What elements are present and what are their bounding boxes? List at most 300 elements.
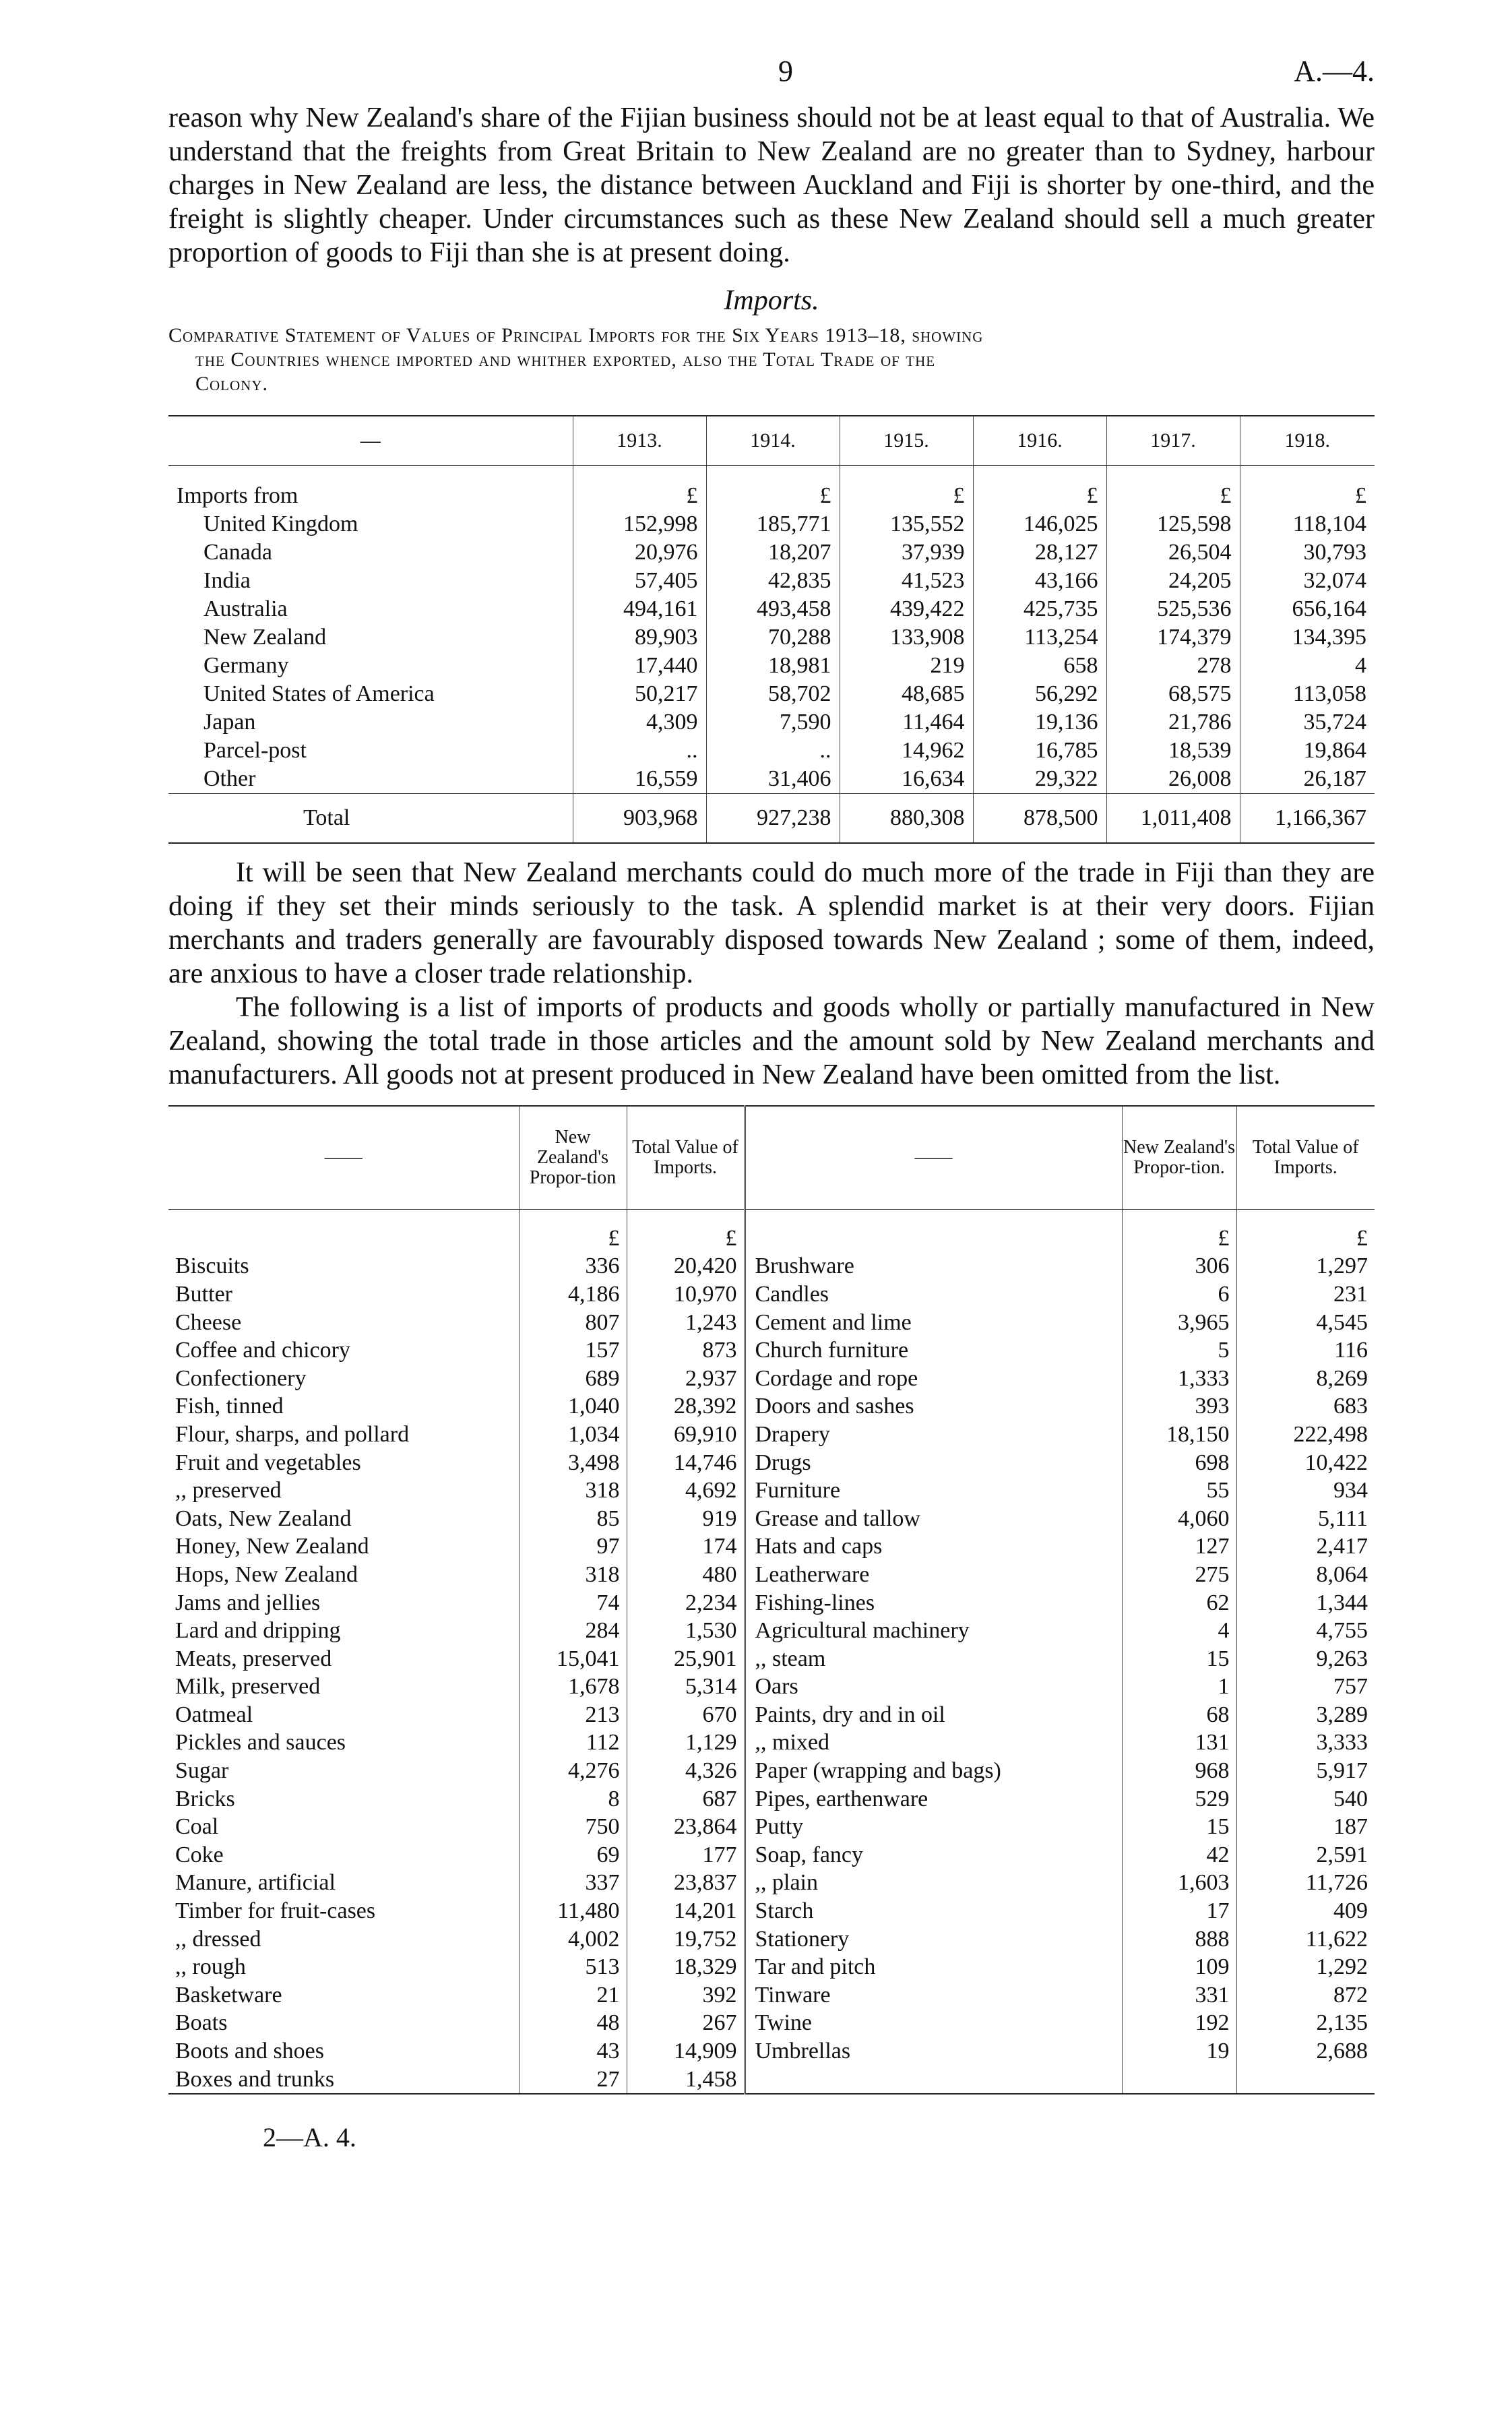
intro-paragraph: reason why New Zealand's share of the Fijian business should not be at least equal to that of Australia. We understand that the freights from Great Britain to New Zealand are no greater than to Sydney, harbour charges in New Zealand are less, the distance between Auckland and Fiji is shorter by one-third, and the freight is slightly cheaper. Under circumstances such as these New Zealand should sell a much greater proportion of goods to Fiji than she is at present doing.	[168, 102, 1375, 268]
import-value: 152,998	[573, 510, 706, 538]
import-value: 70,288	[706, 623, 840, 652]
product-label: Tinware	[745, 1981, 1122, 2010]
import-value: 14,962	[840, 737, 973, 765]
product-label: Putty	[745, 1813, 1122, 1841]
product-label: Oats, New Zealand	[175, 1506, 352, 1531]
product-label: Coal	[175, 1814, 219, 1840]
total-import-value: 14,201	[627, 1897, 745, 1925]
product-label: Coffee and chicory	[175, 1338, 350, 1363]
product-label: Stationery	[745, 1925, 1122, 1954]
table-row	[168, 538, 1375, 567]
import-value: 48,685	[840, 680, 973, 708]
import-value: 17,440	[573, 652, 706, 680]
total-import-value: 4,755	[1236, 1617, 1375, 1645]
table-row	[168, 680, 1375, 708]
total-import-value: 934	[1236, 1477, 1375, 1505]
country-label: Canada	[203, 540, 272, 565]
product-label: Doors and sashes	[745, 1393, 1122, 1421]
nz-proportion-value: 127	[1122, 1533, 1236, 1561]
total-import-value: 20,420	[627, 1253, 745, 1281]
nz-proportion-value: 1,603	[1122, 1869, 1236, 1898]
table-row	[168, 1477, 1375, 1505]
product-label: Twine	[745, 2010, 1122, 2038]
product-label: Pipes, earthenware	[745, 1785, 1122, 1813]
currency-row	[168, 1210, 1375, 1253]
nz-proportion-value	[1122, 2066, 1236, 2095]
nz-products-table	[168, 1105, 1375, 2095]
total-import-value: 480	[627, 1561, 745, 1589]
country-label: Australia	[203, 596, 288, 621]
imports-comparison-table	[168, 415, 1375, 844]
product-label: Umbrellas	[745, 2037, 1122, 2066]
product-label: Brushware	[745, 1253, 1122, 1281]
nz-proportion-value: 11,480	[519, 1897, 627, 1925]
product-label: Confectionery	[175, 1365, 307, 1391]
import-value: 50,217	[573, 680, 706, 708]
total-import-value: 4,692	[627, 1477, 745, 1505]
product-label: ,, mixed	[745, 1729, 1122, 1758]
import-value: 57,405	[573, 567, 706, 595]
import-value: 113,254	[973, 623, 1106, 652]
import-value: ..	[706, 737, 840, 765]
table-row	[168, 1393, 1375, 1421]
nz-proportion-value: 968	[1122, 1757, 1236, 1785]
table-row	[168, 1897, 1375, 1925]
total-import-value: 11,622	[1236, 1925, 1375, 1954]
nz-proportion-value: 55	[1122, 1477, 1236, 1505]
nz-proportion-value: 15	[1122, 1645, 1236, 1673]
nz-proportion-value: 513	[519, 1953, 627, 1981]
table-row	[168, 1365, 1375, 1393]
table-row	[168, 1953, 1375, 1981]
currency-symbol: £	[1122, 1210, 1236, 1253]
year-header: 1915.	[840, 416, 973, 466]
nz-proportion-value: 4,060	[1122, 1505, 1236, 1533]
product-label: Paper (wrapping and bags)	[745, 1757, 1122, 1785]
import-value: 425,735	[973, 595, 1106, 623]
nz-proportion-value: 689	[519, 1365, 627, 1393]
nz-proportion-value: 4	[1122, 1617, 1236, 1645]
total-import-value: 19,752	[627, 1925, 745, 1954]
import-value: 18,539	[1106, 737, 1240, 765]
nz-proportion-value: 85	[519, 1505, 627, 1533]
import-value: 16,559	[573, 765, 706, 794]
total-import-value: 4,545	[1236, 1309, 1375, 1337]
total-value: 878,500	[973, 794, 1106, 844]
year-header: 1918.	[1240, 416, 1375, 466]
table-row	[168, 1981, 1375, 2010]
nz-proportion-value: 4,276	[519, 1757, 627, 1785]
total-import-value: 392	[627, 1981, 745, 2010]
total-label: Total	[168, 794, 573, 844]
import-value: 656,164	[1240, 595, 1375, 623]
total-import-value: 1,243	[627, 1309, 745, 1337]
total-import-value: 25,901	[627, 1645, 745, 1673]
total-import-value: 5,111	[1236, 1505, 1375, 1533]
total-import-value: 1,458	[627, 2066, 745, 2095]
import-value: 185,771	[706, 510, 840, 538]
document-reference: A.—4.	[1294, 55, 1375, 88]
table-row	[168, 510, 1375, 538]
product-label: Soap, fancy	[745, 1841, 1122, 1869]
product-label: Fruit and vegetables	[175, 1450, 361, 1475]
table-row	[168, 2066, 1375, 2095]
product-label: Tar and pitch	[745, 1953, 1122, 1981]
table-row	[168, 1309, 1375, 1337]
nz-proportion-value: 807	[519, 1309, 627, 1337]
product-label: ,, plain	[745, 1869, 1122, 1898]
country-label: Other	[203, 766, 256, 791]
header-nz-proportion: New Zealand's Propor-tion.	[1122, 1106, 1236, 1210]
table-row	[168, 1813, 1375, 1841]
product-label: Pickles and sauces	[175, 1730, 346, 1756]
country-label: United Kingdom	[203, 511, 358, 536]
product-label: Hops, New Zealand	[175, 1561, 358, 1587]
table-row	[168, 567, 1375, 595]
total-value: 903,968	[573, 794, 706, 844]
header-nz-proportion: New Zealand's Propor-tion	[519, 1106, 627, 1210]
nz-proportion-value: 48	[519, 2010, 627, 2038]
table-row	[168, 1925, 1375, 1954]
total-import-value: 409	[1236, 1897, 1375, 1925]
blank-cell	[745, 1210, 1122, 1253]
total-import-value: 69,910	[627, 1421, 745, 1449]
imports-header-blank: —	[168, 416, 573, 466]
product-label: Starch	[745, 1897, 1122, 1925]
product-label: Honey, New Zealand	[175, 1534, 369, 1559]
product-label: Jams and jellies	[175, 1590, 321, 1615]
signature-mark: 2—A. 4.	[263, 2122, 356, 2153]
header-total-value: Total Value of Imports.	[627, 1106, 745, 1210]
page-header	[168, 54, 1375, 101]
import-value: 29,322	[973, 765, 1106, 794]
product-label: Paints, dry and in oil	[745, 1701, 1122, 1729]
total-import-value: 28,392	[627, 1393, 745, 1421]
product-label: Hats and caps	[745, 1533, 1122, 1561]
table-row	[168, 1421, 1375, 1449]
total-import-value: 670	[627, 1701, 745, 1729]
total-import-value: 2,234	[627, 1589, 745, 1617]
nz-proportion-value: 8	[519, 1785, 627, 1813]
total-import-value: 1,292	[1236, 1953, 1375, 1981]
import-value: 525,536	[1106, 595, 1240, 623]
import-value: 31,406	[706, 765, 840, 794]
total-import-value: 174	[627, 1533, 745, 1561]
nz-proportion-value: 43	[519, 2037, 627, 2066]
import-value: 42,835	[706, 567, 840, 595]
total-import-value: 23,837	[627, 1869, 745, 1898]
table-row	[168, 1505, 1375, 1533]
import-value: 26,187	[1240, 765, 1375, 794]
total-import-value: 9,263	[1236, 1645, 1375, 1673]
total-import-value: 3,333	[1236, 1729, 1375, 1758]
total-import-value: 267	[627, 2010, 745, 2038]
paragraph-trade-opportunity: It will be seen that New Zealand merchants could do much more of the trade in Fiji than they are doing if they set their minds seriously to the task. A splendid market is at their very doors. Fijian merchants and traders generally are favourably disposed towards New Zealand ; some of them, indeed, are anxious to have a closer trade relationship.	[168, 857, 1375, 989]
country-label: Parcel-post	[203, 738, 307, 763]
total-import-value: 919	[627, 1505, 745, 1533]
nz-proportion-value: 337	[519, 1869, 627, 1898]
total-import-value: 14,746	[627, 1449, 745, 1477]
import-value: 113,058	[1240, 680, 1375, 708]
total-import-value: 8,064	[1236, 1561, 1375, 1589]
product-label: Fishing-lines	[745, 1589, 1122, 1617]
nz-proportion-value: 331	[1122, 1981, 1236, 2010]
product-label: Manure, artificial	[175, 1870, 336, 1896]
total-import-value: 873	[627, 1336, 745, 1365]
total-import-value: 116	[1236, 1336, 1375, 1365]
table-row	[168, 1841, 1375, 1869]
currency-symbol: £	[840, 466, 973, 511]
nz-proportion-value: 15	[1122, 1813, 1236, 1841]
import-value: 278	[1106, 652, 1240, 680]
nz-proportion-value: 318	[519, 1561, 627, 1589]
total-import-value: 1,129	[627, 1729, 745, 1758]
product-label: Drapery	[745, 1421, 1122, 1449]
total-import-value: 687	[627, 1785, 745, 1813]
total-import-value: 10,422	[1236, 1449, 1375, 1477]
total-import-value: 2,688	[1236, 2037, 1375, 2066]
import-value: 35,724	[1240, 708, 1375, 737]
country-label: United States of America	[203, 681, 435, 706]
nz-proportion-value: 68	[1122, 1701, 1236, 1729]
import-value: 134,395	[1240, 623, 1375, 652]
product-label: Church furniture	[745, 1336, 1122, 1365]
import-value: 58,702	[706, 680, 840, 708]
nz-proportion-value: 69	[519, 1841, 627, 1869]
nz-proportion-value: 27	[519, 2066, 627, 2095]
total-import-value: 1,344	[1236, 1589, 1375, 1617]
table-row	[168, 1449, 1375, 1477]
nz-proportion-value: 15,041	[519, 1645, 627, 1673]
import-value: 18,207	[706, 538, 840, 567]
import-value: 658	[973, 652, 1106, 680]
total-value: 880,308	[840, 794, 973, 844]
nz-proportion-value: 157	[519, 1336, 627, 1365]
product-label: Butter	[175, 1281, 232, 1307]
table-row	[168, 623, 1375, 652]
table-row	[168, 1533, 1375, 1561]
import-value: 89,903	[573, 623, 706, 652]
table-row	[168, 1645, 1375, 1673]
total-import-value: 5,314	[627, 1673, 745, 1702]
header-total-value: Total Value of Imports.	[1236, 1106, 1375, 1210]
product-label: Coke	[175, 1842, 224, 1867]
import-value: 11,464	[840, 708, 973, 737]
table-row	[168, 1253, 1375, 1281]
currency-symbol: £	[627, 1210, 745, 1253]
total-value: 1,011,408	[1106, 794, 1240, 844]
product-label: Boots and shoes	[175, 2039, 324, 2064]
product-label: ,, preserved	[175, 1478, 282, 1503]
nz-proportion-value: 1,333	[1122, 1365, 1236, 1393]
import-value: 41,523	[840, 567, 973, 595]
import-value: 19,136	[973, 708, 1106, 737]
total-import-value: 1,297	[1236, 1253, 1375, 1281]
currency-symbol: £	[1236, 1210, 1375, 1253]
total-import-value: 187	[1236, 1813, 1375, 1841]
nz-proportion-value: 6	[1122, 1280, 1236, 1309]
nz-proportion-value: 42	[1122, 1841, 1236, 1869]
nz-proportion-value: 21	[519, 1981, 627, 2010]
country-label: India	[203, 568, 251, 593]
total-import-value: 757	[1236, 1673, 1375, 1702]
currency-symbol: £	[1240, 466, 1375, 511]
nz-proportion-value: 275	[1122, 1561, 1236, 1589]
nz-proportion-value: 19	[1122, 2037, 1236, 2066]
product-label: Boats	[175, 2010, 228, 2036]
total-import-value: 177	[627, 1841, 745, 1869]
total-import-value	[1236, 2066, 1375, 2095]
nz-proportion-value: 109	[1122, 1953, 1236, 1981]
total-import-value: 683	[1236, 1393, 1375, 1421]
document-page	[168, 54, 1375, 2153]
import-value: 37,939	[840, 538, 973, 567]
page-number: 9	[778, 55, 793, 88]
table-row	[168, 1729, 1375, 1758]
import-value: ..	[573, 737, 706, 765]
total-import-value: 11,726	[1236, 1869, 1375, 1898]
product-label: Agricultural machinery	[745, 1617, 1122, 1645]
table-row	[168, 737, 1375, 765]
import-value: 16,785	[973, 737, 1106, 765]
product-label	[745, 2066, 1122, 2095]
imports-header-row	[168, 416, 1375, 466]
product-label: ,, steam	[745, 1645, 1122, 1673]
currency-symbol: £	[573, 466, 706, 511]
import-value: 43,166	[973, 567, 1106, 595]
import-value: 146,025	[973, 510, 1106, 538]
table-row	[168, 1561, 1375, 1589]
import-value: 68,575	[1106, 680, 1240, 708]
import-value: 219	[840, 652, 973, 680]
nz-proportion-value: 131	[1122, 1729, 1236, 1758]
table-row	[168, 595, 1375, 623]
table-row	[168, 1280, 1375, 1309]
nz-proportion-value: 336	[519, 1253, 627, 1281]
list-header-blank-left: ——	[168, 1106, 519, 1210]
country-label: Germany	[203, 653, 289, 678]
imports-from-heading: Imports from	[177, 483, 298, 508]
caption-line-3: Colony.	[195, 373, 268, 395]
import-value: 20,976	[573, 538, 706, 567]
import-value: 28,127	[973, 538, 1106, 567]
nz-proportion-value: 750	[519, 1813, 627, 1841]
total-import-value: 2,591	[1236, 1841, 1375, 1869]
import-value: 135,552	[840, 510, 973, 538]
nz-proportion-value: 529	[1122, 1785, 1236, 1813]
list-header-row	[168, 1106, 1375, 1210]
table-row	[168, 1617, 1375, 1645]
nz-proportion-value: 62	[1122, 1589, 1236, 1617]
total-row	[168, 794, 1375, 844]
total-value: 927,238	[706, 794, 840, 844]
product-label: Drugs	[745, 1449, 1122, 1477]
product-label: Sugar	[175, 1758, 229, 1784]
import-value: 30,793	[1240, 538, 1375, 567]
total-import-value: 872	[1236, 1981, 1375, 2010]
import-value: 26,008	[1106, 765, 1240, 794]
import-value: 118,104	[1240, 510, 1375, 538]
import-value: 439,422	[840, 595, 973, 623]
currency-symbol: £	[1106, 466, 1240, 511]
total-import-value: 222,498	[1236, 1421, 1375, 1449]
table-row	[168, 765, 1375, 794]
caption-line-2: the Countries whence imported and whither exported, also the Total Trade of the	[195, 348, 936, 371]
product-label: Boxes and trunks	[168, 2066, 519, 2095]
product-label: Cheese	[175, 1309, 242, 1335]
total-import-value: 18,329	[627, 1953, 745, 1981]
total-value: 1,166,367	[1240, 794, 1375, 844]
table-row	[168, 1336, 1375, 1365]
import-value: 494,161	[573, 595, 706, 623]
section-title-imports: Imports.	[724, 285, 819, 316]
import-value: 7,590	[706, 708, 840, 737]
product-label: Cement and lime	[745, 1309, 1122, 1337]
import-value: 4	[1240, 652, 1375, 680]
product-label: Basketware	[175, 1982, 282, 2008]
nz-proportion-value: 306	[1122, 1253, 1236, 1281]
imports-table-caption	[168, 323, 1375, 396]
product-label: Milk, preserved	[175, 1674, 321, 1700]
country-label: Japan	[203, 710, 256, 735]
nz-proportion-value: 5	[1122, 1336, 1236, 1365]
import-value: 56,292	[973, 680, 1106, 708]
total-import-value: 5,917	[1236, 1757, 1375, 1785]
product-label: Candles	[745, 1280, 1122, 1309]
nz-proportion-value: 284	[519, 1617, 627, 1645]
product-label: Flour, sharps, and pollard	[175, 1421, 410, 1447]
product-label: Bricks	[175, 1786, 235, 1811]
product-label: Furniture	[745, 1477, 1122, 1505]
import-value: 19,864	[1240, 737, 1375, 765]
currency-symbol: £	[706, 466, 840, 511]
product-label: ,, dressed	[175, 1926, 261, 1952]
list-header-blank-right: ——	[745, 1106, 1122, 1210]
year-header: 1913.	[573, 416, 706, 466]
import-value: 125,598	[1106, 510, 1240, 538]
product-label: Meats, preserved	[175, 1646, 332, 1671]
nz-proportion-value: 112	[519, 1729, 627, 1758]
nz-proportion-value: 17	[1122, 1897, 1236, 1925]
total-import-value: 2,135	[1236, 2010, 1375, 2038]
import-value: 16,634	[840, 765, 973, 794]
table-row	[168, 1757, 1375, 1785]
table-row	[168, 1701, 1375, 1729]
nz-proportion-value: 74	[519, 1589, 627, 1617]
year-header: 1917.	[1106, 416, 1240, 466]
import-value: 24,205	[1106, 567, 1240, 595]
product-label: Leatherware	[745, 1561, 1122, 1589]
product-label: Oars	[745, 1673, 1122, 1702]
total-import-value: 1,530	[627, 1617, 745, 1645]
total-import-value: 2,937	[627, 1365, 745, 1393]
product-label: Cordage and rope	[745, 1365, 1122, 1393]
table-row	[168, 2010, 1375, 2038]
year-header: 1916.	[973, 416, 1106, 466]
table-row	[168, 1673, 1375, 1702]
total-import-value: 540	[1236, 1785, 1375, 1813]
currency-symbol: £	[973, 466, 1106, 511]
product-label: Biscuits	[175, 1253, 249, 1279]
product-label: Grease and tallow	[745, 1505, 1122, 1533]
table-row	[168, 1869, 1375, 1898]
caption-line-1: Comparative Statement of Values of Principal Imports for the Six Years 1913–18, showing	[168, 324, 984, 346]
nz-proportion-value: 213	[519, 1701, 627, 1729]
nz-proportion-value: 4,186	[519, 1280, 627, 1309]
import-value: 133,908	[840, 623, 973, 652]
paragraph-list-intro: The following is a list of imports of products and goods wholly or partially manufactured in New Zealand, showing the total trade in those articles and the amount sold by New Zealand merchants and manufacturers. All goods not at present produced in New Zealand have been omitted from the list.	[168, 992, 1375, 1090]
import-value: 174,379	[1106, 623, 1240, 652]
